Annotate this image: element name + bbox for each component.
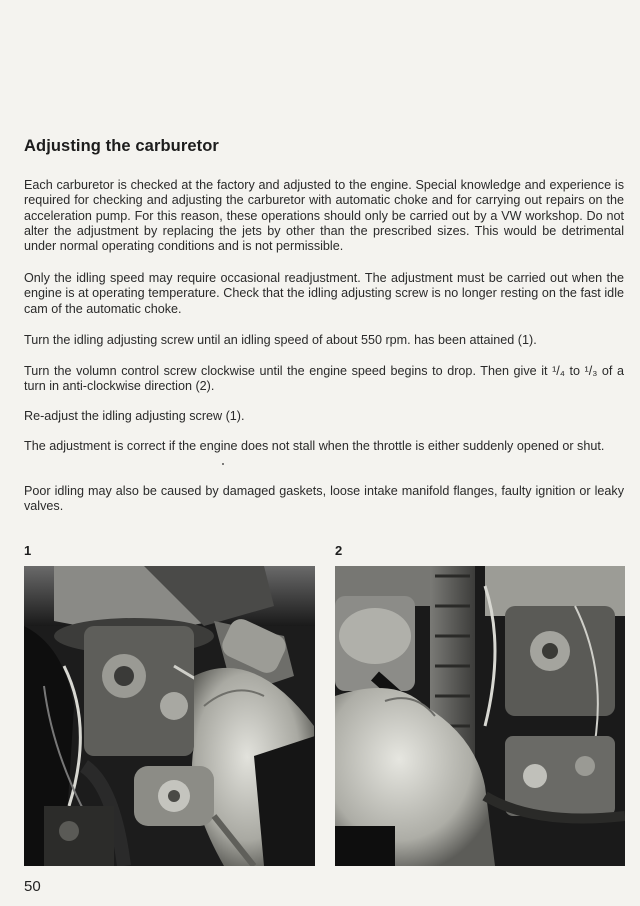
paragraph-check: The adjustment is correct if the engine does not stall when the throttle is either suddenly opened or shut.: [24, 439, 605, 453]
print-speck: [222, 463, 224, 465]
paragraph-intro: Each carburetor is checked at the factory and adjusted to the engine. Special knowledge and experience is required for checking and adjusting the carburetor with automatic choke and for carrying out repairs on the acceleration pump. For this reason, these operations should only be carried out by a VW workshop. Do not alter the adjustment by replacing the jets by other than the prescribed sizes. This would be detrimental under normal operating conditions and is not permissible.: [24, 178, 624, 254]
paragraph-poor-idling: Poor idling may also be caused by damaged gaskets, loose intake manifold flanges, faulty ignition or leaky valves.: [24, 484, 624, 514]
paragraph-step-1: Turn the idling adjusting screw until an idling speed of about 550 rpm. has been attained (1).: [24, 333, 537, 347]
figure-2-photo: [335, 566, 625, 866]
page-number: 50: [24, 878, 41, 895]
page-title: Adjusting the carburetor: [24, 137, 219, 155]
paragraph-idling-speed: Only the idling speed may require occasional readjustment. The adjustment must be carried out when the engine is at operating temperature. Check that the idling adjusting screw is no longer resting on the fast idle cam of the automatic choke.: [24, 271, 624, 316]
figure-2-number: 2: [335, 543, 343, 558]
figure-1-photo: [24, 566, 315, 866]
paragraph-step-2: Turn the volumn control screw clockwise until the engine speed begins to drop. Then give it ¹/₄ to ¹/₃ of a turn in anti-clockwise direction (2).: [24, 364, 624, 394]
figure-1-number: 1: [24, 543, 32, 558]
paragraph-step-3: Re-adjust the idling adjusting screw (1).: [24, 409, 245, 423]
